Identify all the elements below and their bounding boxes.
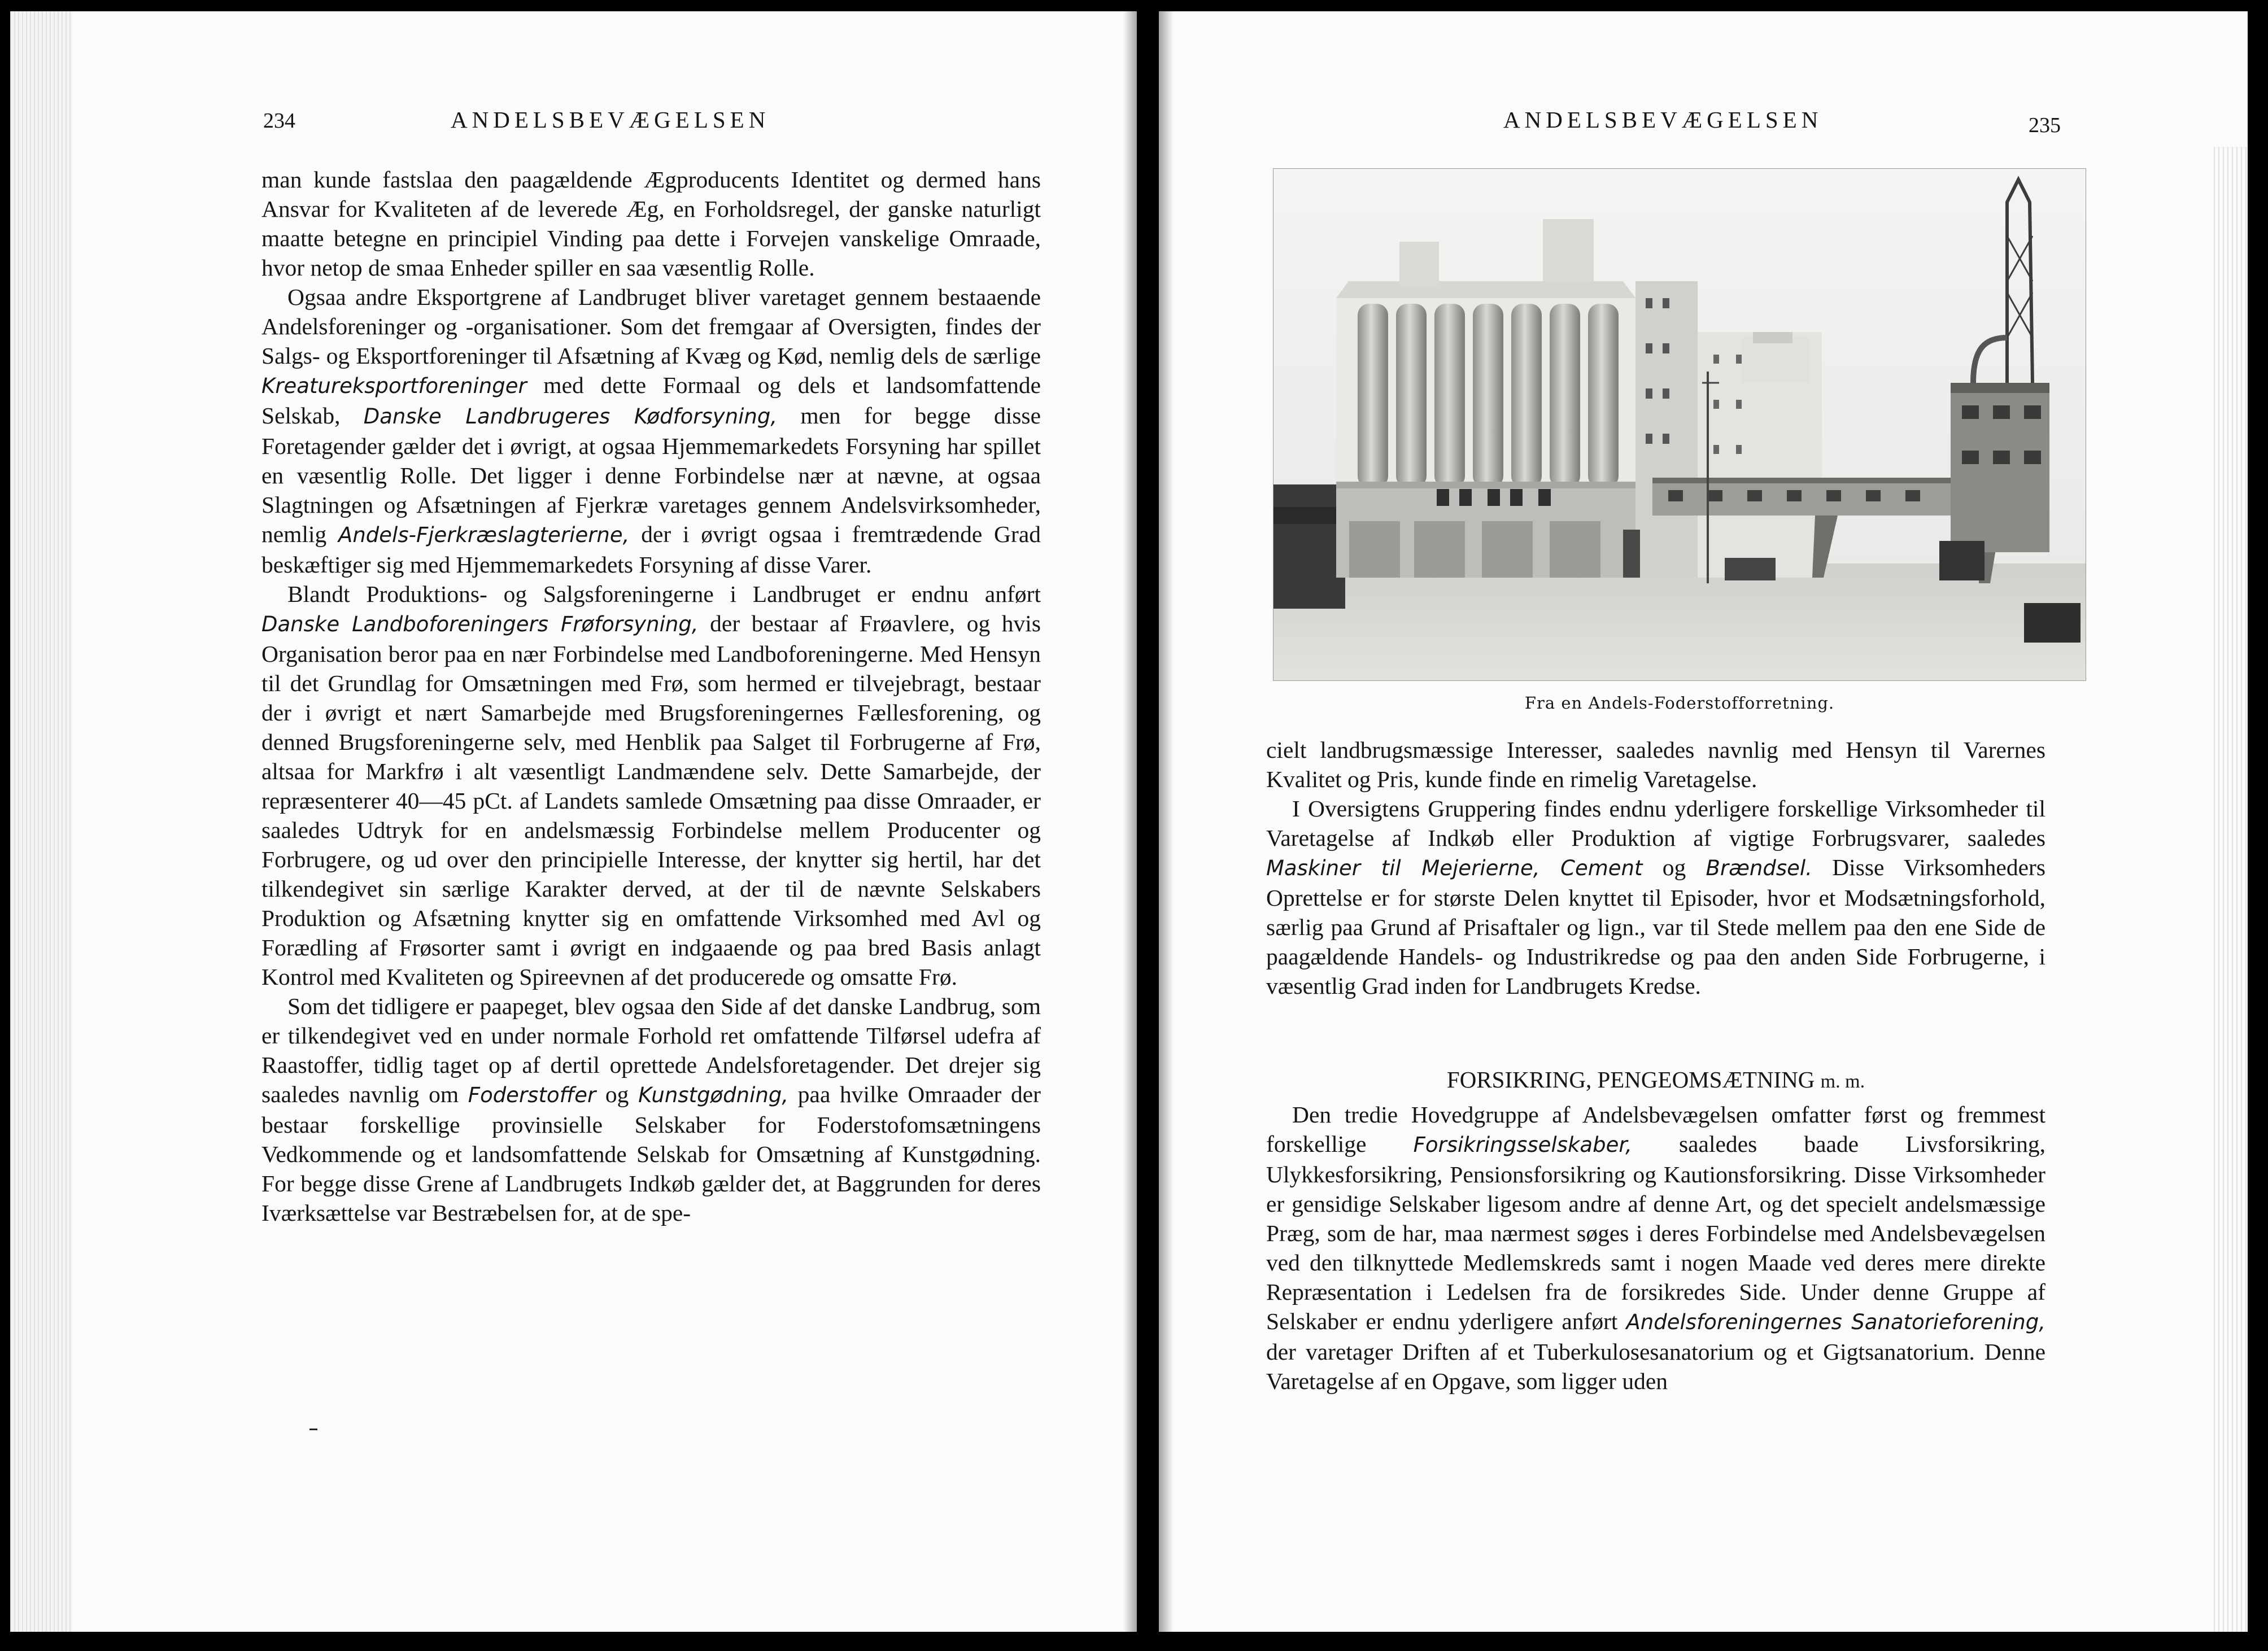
body-text (1266, 735, 2045, 1001)
text-run: der varetager Driften af et Tuberkulosesanatorium og et Gigtsanatorium. Denne Varetagelse af en Opgave, som ligger uden (1266, 1339, 2045, 1394)
italic-term: Kreatureksportforeninger (261, 374, 527, 398)
text-run: man kunde fastslaa den paagældende Ægproducents Identitet og dermed hans Ansvar for Kvaliteten af de leverede Æg, en Forholdsregel, der ganske naturligt maatte betegne en principiel Vinding paa dette i Forvejen vanskelige Omraade, hvor netop de smaa Enheder spiller en saa væsentlig Rolle. (261, 167, 1041, 281)
figure-photo (1273, 168, 2086, 681)
page-number: 234 (263, 109, 295, 133)
italic-term: Kunstgødning, (638, 1083, 789, 1107)
page-number: 235 (2029, 113, 2061, 137)
running-head: ANDELSBEVÆGELSEN (1503, 107, 1823, 133)
text-run: saaledes baade Livsforsikring, Ulykkesforsikring, Pensionsforsikring og Kautionsforsikring. Disse Virksomheder er gensidige Selskaber ligesom andre af denne Art, og det specielt andelsmæssige Præg, som de har, maa nærmest søges i deres Forbindelse med Andelsbevægelsen ved den tilknyttede Medlemskreds samt i nogen Maade ved deres mere direkte Repræsentation i Ledelsen fra de forsikredes Side. Under denne Gruppe af Selskaber er endnu yderligere anført (1266, 1131, 2045, 1334)
ink-mark (309, 1429, 317, 1430)
section-heading (1266, 1066, 2045, 1093)
running-head: ANDELSBEVÆGELSEN (451, 107, 770, 133)
italic-term: Andelsforeningernes Sanatorieforening, (1626, 1310, 2045, 1334)
text-run: Som det tidligere er paapeget, blev ogsaa den Side af det danske Landbrug, som er tilkendegivet ved en under normale Forhold ret omfattende Tilførsel udefra af Raastoffer, tidlig taget op af dertil oprettede Andelsforetagender. Det drejer sig saaledes navnlig om (261, 993, 1041, 1107)
paragraph (261, 992, 1041, 1228)
text-run: Disse Virksomheders Oprettelse er for største Delen knyttet til Episoder, hvor et Modsætningsforhold, særlig paa Grund af Prisaftaler og lign., var til Stede mellem paa den ene Side de paagældende Handels- og Industrikredse og paa den anden Side Forbrugerne, i væsentlig Grad inden for Landbrugets Kredse. (1266, 854, 2045, 999)
paragraph (261, 579, 1041, 992)
right-page (1159, 11, 2248, 1632)
text-run: Ogsaa andre Eksportgrene af Landbruget bliver varetaget gennem bestaaende Andelsforeninger og -organisationer. Som det fremgaar af Oversigten, findes der Salgs- og Eksportforeninger til Afsætning af Kvæg og Kød, nemlig dels de særlige (261, 284, 1041, 369)
italic-term: Forsikringsselskaber, (1413, 1133, 1632, 1157)
text-run: cielt landbrugsmæssige Interesser, saaledes navnlig med Hensyn til Varernes Kvalitet og Pris, kunde finde en rimelig Varetagelse. (1266, 737, 2045, 792)
italic-term: Danske Landbrugeres Kødforsyning, (363, 404, 778, 429)
section-heading-suffix: m. m. (1820, 1071, 1865, 1092)
text-run: Blandt Produktions- og Salgsforeningerne i Landbruget er endnu anført (287, 581, 1041, 607)
italic-term: Foderstoffer (468, 1083, 596, 1107)
body-text (261, 165, 1041, 1228)
paragraph (261, 282, 1041, 579)
italic-term: Maskiner til Mejerierne, Cement (1266, 856, 1643, 880)
text-run: og (596, 1081, 639, 1107)
text-run: der bestaar af Frøavlere, og hvis Organisation beror paa en nær Forbindelse med Landboforeningerne. Med Hensyn til det Grundlag for Omsætningen med Frø, som hermed er tilvejebragt, bestaar der i øvrigt et nært Samarbejde med Brugsforeningernes Fællesforening, og denned Brugsforeningerne selv, med Henblik paa Salget til Forbrugerne af Frø, altsaa for Markfrø i alt væsentligt Landmændene selv. Dette Samarbejde, der repræsenterer 40—45 pCt. af Landets samlede Omsætning paa disse Omraader, er saaledes Udtryk for en andelsmæssig Forbindelse mellem Producenter og Forbrugere, og ud over den principielle Interesse, der knytter sig hertil, har det tilkendegivet sin særlige Karakter derved, at der til de nævnte Selskabers Produktion og Afsætning knytter sig en omfattende Virksomhed med Avl og Forædling af Frøsorter samt i øvrigt en indgaaende og paa bred Basis anlagt Kontrol med Kvaliteten og Spireevnen af det producerede og omsatte Frø. (261, 610, 1041, 990)
paragraph (261, 165, 1041, 282)
text-run: men for begge disse Foretagender gælder det i øvrigt, at ogsaa Hjemmemarkedets Forsyning har spillet en væsentlig Rolle. Det ligger i denne Forbindelse nær at nævne, at ogsaa Slagtningen og Afsætningen af Fjerkræ varetages gennem Andelsvirksomheder, nemlig (261, 403, 1041, 547)
figure-caption: Fra en Andels-Foderstofforretning. (1524, 693, 1835, 713)
left-page (10, 11, 1137, 1632)
paragraph (1266, 1100, 2045, 1396)
italic-term: Brændsel. (1706, 856, 1812, 880)
text-run: med dette Formaal og dels et landsomfattende Selskab, (261, 372, 1041, 429)
text-run: paa hvilke Omraader der bestaar forskellige provinsielle Selskaber for Foderstofomsætningens Vedkommende og et landsomfattende Selskab for Omsætning af Kunstgødning. For begge disse Grene af Landbrugets Indkøb gælder det, at Baggrunden for deres Iværksættelse var Bestræbelsen for, at de spe- (261, 1081, 1041, 1226)
text-run: og (1642, 854, 1706, 880)
paragraph (1266, 794, 2045, 1001)
text-run: I Oversigtens Gruppering findes endnu yderligere forskellige Virksomheder til Varetagelse af Indkøb eller Produktion af vigtige Forbrugsvarer, saaledes (1266, 796, 2045, 851)
section-heading-title: FORSIKRING, PENGEOMSÆTNING (1446, 1067, 1815, 1093)
body-text (1266, 1100, 2045, 1396)
italic-term: Andels-Fjerkræslagterierne, (338, 523, 630, 547)
text-run: Den tredie Hovedgruppe af Andelsbevægelsen omfatter først og fremmest forskellige (1266, 1102, 2045, 1157)
paragraph (1266, 735, 2045, 794)
italic-term: Danske Landboforeningers Frøforsyning, (261, 612, 699, 636)
text-run: der i øvrigt ogsaa i fremtrædende Grad beskæftiger sig med Hjemmemarkedets Forsyning af disse Varer. (261, 521, 1041, 578)
